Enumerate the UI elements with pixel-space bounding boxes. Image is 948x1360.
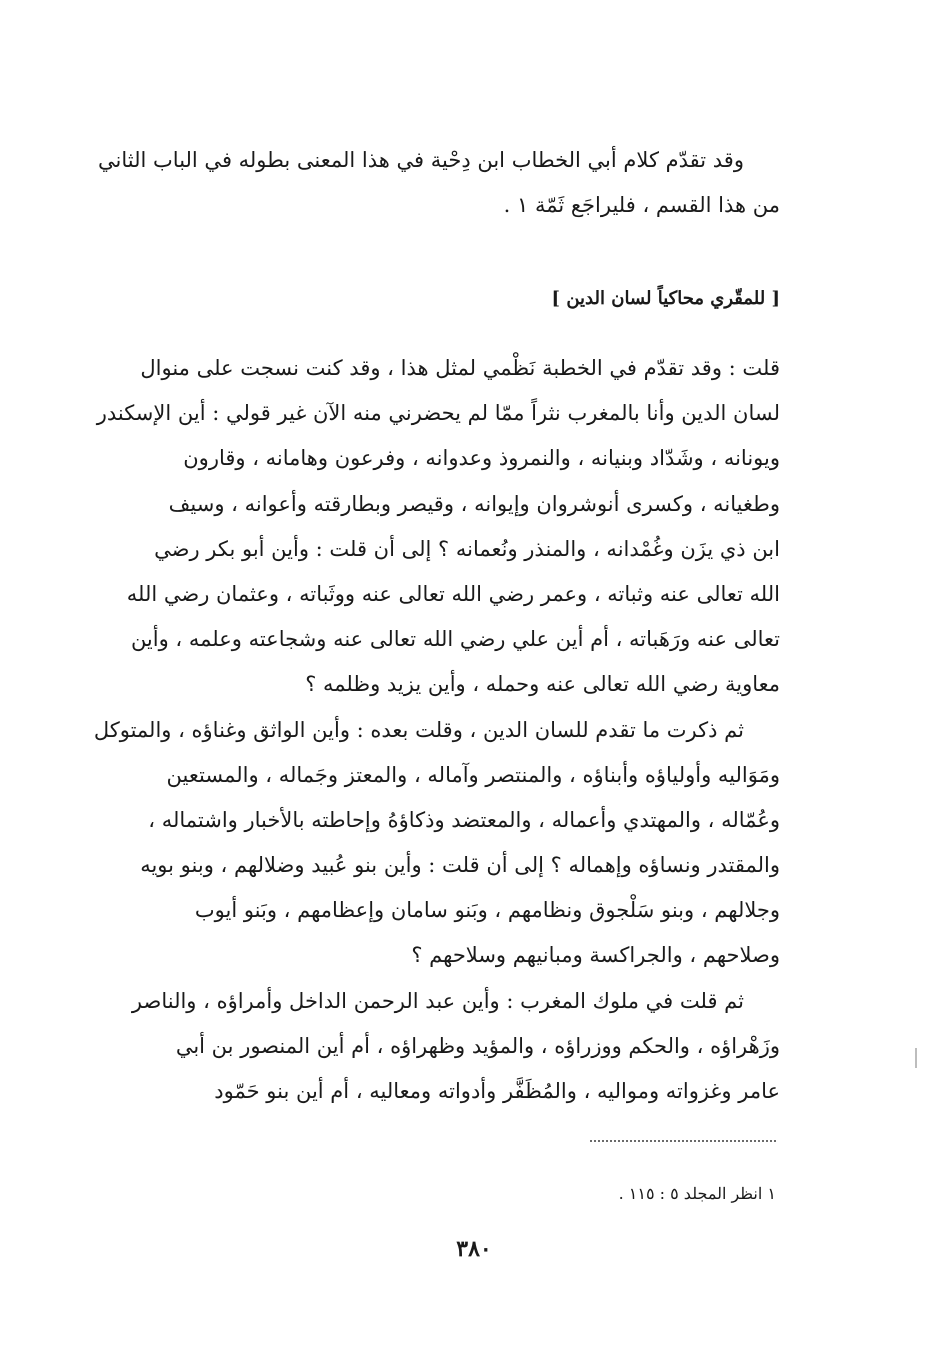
text-line: الله تعالى عنه وثباته ، وعمر رضي الله تعالى عنه ووثَباته ، وعثمان رضي الله xyxy=(126,581,780,606)
text-line: ومَوَاليه وأولياؤه وأبناؤه ، والمنتصر وآماله ، والمعتز وجَماله ، والمستعين xyxy=(166,762,780,787)
footnote-separator xyxy=(590,1140,776,1142)
text-line: والمقتدر ونساؤه وإهماله ؟ إلى أن قلت : وأين بنو عُبيد وضلالهم ، وبنو بويه xyxy=(140,853,780,878)
text-line: وجلالهم ، وبنو سَلْجوق ونظامهم ، وبَنو سامان وإعظامهم ، وبَنو أيوب xyxy=(194,898,780,923)
text-line: تعالى عنه ورَهَباته ، أم أين علي رضي الله تعالى عنه وشجاعته وعلمه ، وأين xyxy=(130,627,780,652)
text-line: لسان الدين وأنا بالمغرب نثراً ممّا لم يحضرني منه الآن غير قولي : أين الإسكندر xyxy=(96,401,780,426)
text-line: وزَهْراؤه ، والحكم ووزراؤه ، والمؤيد وظهراؤه ، أم أين المنصور بن أبي xyxy=(175,1033,780,1058)
text-line: وعُمّاله ، والمهتدي وأعماله ، والمعتضد وذكاؤهُ وإحاطته بالأخبار واشتماله ، xyxy=(148,807,780,832)
intro-paragraph xyxy=(84,138,780,228)
footnote: ١ انظر المجلد ٥ : ١١٥ . xyxy=(618,1184,776,1203)
text-line: وطغيانه ، وكسرى أنوشروان وإيوانه ، وقيصر وبطارقته وأعوانه ، وسيف xyxy=(168,491,780,516)
intro-line: وقد تقدّم كلام أبي الخطاب ابن دِحْية في هذا المعنى بطوله في الباب الثاني xyxy=(98,148,744,172)
text-line: ثم قلت في ملوك المغرب : وأين عبد الرحمن الداخل وأمراؤه ، والناصر xyxy=(131,988,744,1013)
text-line: ابن ذي يزَن وغُمْدانه ، والمنذر ونُعمانه ؟ إلى أن قلت : وأين أبو بكر رضي xyxy=(154,536,780,561)
page-number: ٣٨٠ xyxy=(456,1236,492,1262)
text-line: قلت : وقد تقدّم في الخطبة نَظْمي لمثل هذا ، وقد كنت نسجت على منوال xyxy=(140,356,780,380)
text-line: ويونانه ، وشَدّاد وبنيانه ، والنمروذ وعدوانه ، وفرعون وهامانه ، وقارون xyxy=(183,446,780,471)
text-line: ثم ذكرت ما تقدم للسان الدين ، وقلت بعده : وأين الواثق وغناؤه ، والمتوكل xyxy=(93,717,744,742)
intro-line: من هذا القسم ، فليراجَع ثَمّة ١ . xyxy=(503,193,780,218)
text-line: وصلاحهم ، والجراكسة ومبانيهم وسلاحهم ؟ xyxy=(411,943,780,968)
text-line: معاوية رضي الله تعالى عنه وحمله ، وأين يزيد وظلمه ؟ xyxy=(305,672,780,697)
text-line: عامر وغزواته ومواليه ، والمُظَفَّر وأدواته ومعاليه ، أم أين بنو حَمّود xyxy=(214,1079,780,1103)
section-heading: [ للمقّري محاكياً لسان الدين ] xyxy=(551,288,780,309)
scan-margin-mark xyxy=(915,1048,917,1068)
main-text xyxy=(84,346,780,1114)
